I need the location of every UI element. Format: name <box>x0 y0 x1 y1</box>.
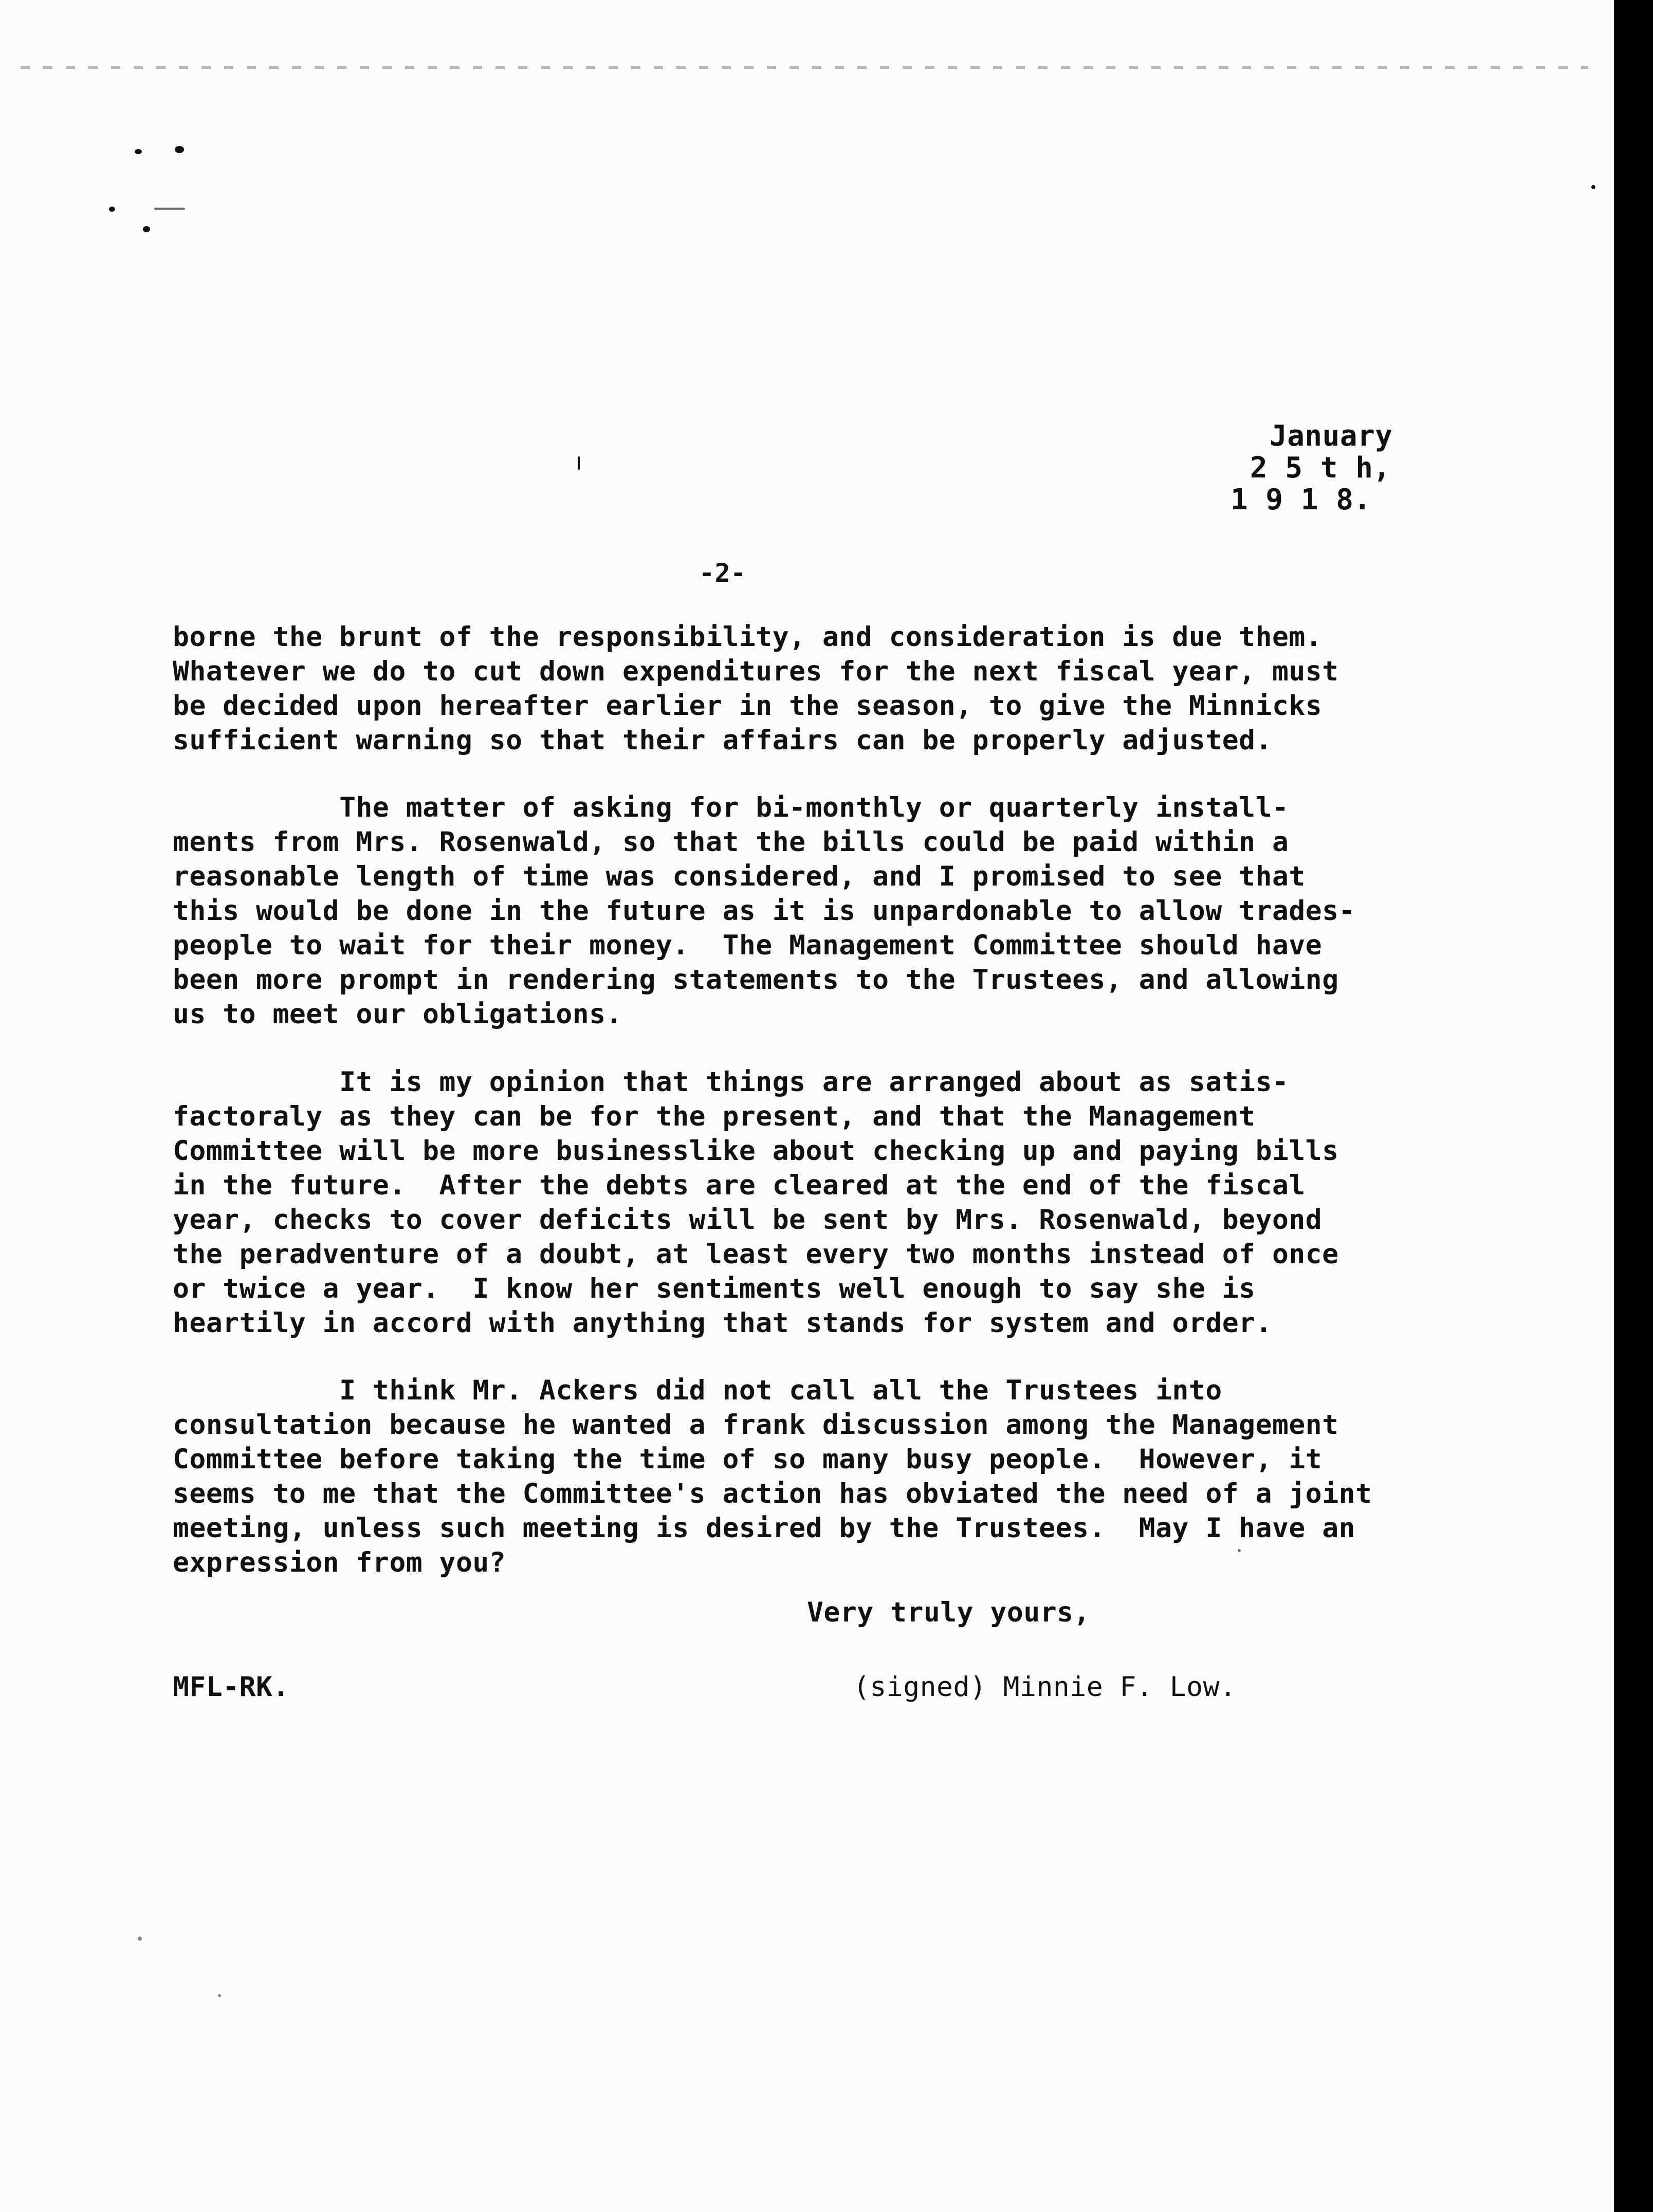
para4-line3: Committee before taking the time of so many busy people. However, it <box>173 1444 1323 1475</box>
signature: (signed) Minnie F. Low. <box>853 1671 1237 1703</box>
para3-line1: It is my opinion that things are arranged about as satis- <box>173 1066 1289 1098</box>
para4-line1: I think Mr. Ackers did not call all the Trustees into <box>173 1375 1222 1406</box>
scan-border <box>1614 0 1653 2212</box>
para3-line3: Committee will be more businesslike about checking up and paying bills <box>173 1135 1339 1167</box>
para3-line2: factoraly as they can be for the present, and that the Management <box>173 1101 1256 1132</box>
para2-line3: reasonable length of time was considered, and I promised to see that <box>173 861 1306 892</box>
para3-line8: heartily in accord with anything that stands for system and order. <box>173 1307 1272 1339</box>
speck-10 <box>218 1994 221 1997</box>
para4-line6: expression from you? <box>173 1547 506 1578</box>
para3-line5: year, checks to cover deficits will be sent by Mrs. Rosenwald, beyond <box>173 1204 1323 1236</box>
para2-line7: us to meet our obligations. <box>173 999 623 1030</box>
date-day: 2 5 t h, <box>1250 451 1391 485</box>
speck-5 <box>154 208 185 210</box>
para2-line4: this would be done in the future as it is unpardonable to allow trades- <box>173 895 1356 927</box>
speck-1 <box>135 149 142 154</box>
para1-line4: sufficient warning so that their affairs can be properly adjusted. <box>173 725 1272 756</box>
speck-7 <box>578 456 580 470</box>
para1-line1: borne the brunt of the responsibility, and consideration is due them. <box>173 621 1323 653</box>
date-year: 1 9 1 8. <box>1230 483 1371 517</box>
speck-6 <box>1591 185 1595 189</box>
para2-line5: people to wait for their money. The Management Committee should have <box>173 930 1323 961</box>
para4-line4: seems to me that the Committee's action has obviated the need of a joint <box>173 1478 1372 1509</box>
date-month: January <box>1270 419 1393 453</box>
para1-line3: be decided upon hereafter earlier in the season, to give the Minnicks <box>173 690 1323 722</box>
speck-2 <box>175 146 184 153</box>
para2-line1: The matter of asking for bi-monthly or quarterly install- <box>173 792 1289 823</box>
closing: Very truly yours, <box>807 1597 1090 1628</box>
para3-line7: or twice a year. I know her sentiments well enough to say she is <box>173 1273 1256 1304</box>
page-number: -2- <box>699 558 746 588</box>
para2-line6: been more prompt in rendering statements to the Trustees, and allowing <box>173 964 1339 996</box>
para4-line5: meeting, unless such meeting is desired by the Trustees. May I have an <box>173 1513 1356 1544</box>
speck-4 <box>143 226 150 232</box>
para3-line6: the peradventure of a doubt, at least every two months instead of once <box>173 1239 1339 1270</box>
para3-line4: in the future. After the debts are cleared at the end of the fiscal <box>173 1170 1306 1201</box>
para2-line2: ments from Mrs. Rosenwald, so that the bills could be paid within a <box>173 826 1289 858</box>
speck-9 <box>138 1937 142 1941</box>
speck-8 <box>1238 1549 1241 1552</box>
para1-line2: Whatever we do to cut down expenditures for the next fiscal year, must <box>173 656 1339 687</box>
speck-3 <box>109 207 115 212</box>
para4-line2: consultation because he wanted a frank discussion among the Management <box>173 1409 1339 1441</box>
top-edge-dashes <box>21 66 1588 69</box>
typist-initials: MFL-RK. <box>173 1671 289 1703</box>
